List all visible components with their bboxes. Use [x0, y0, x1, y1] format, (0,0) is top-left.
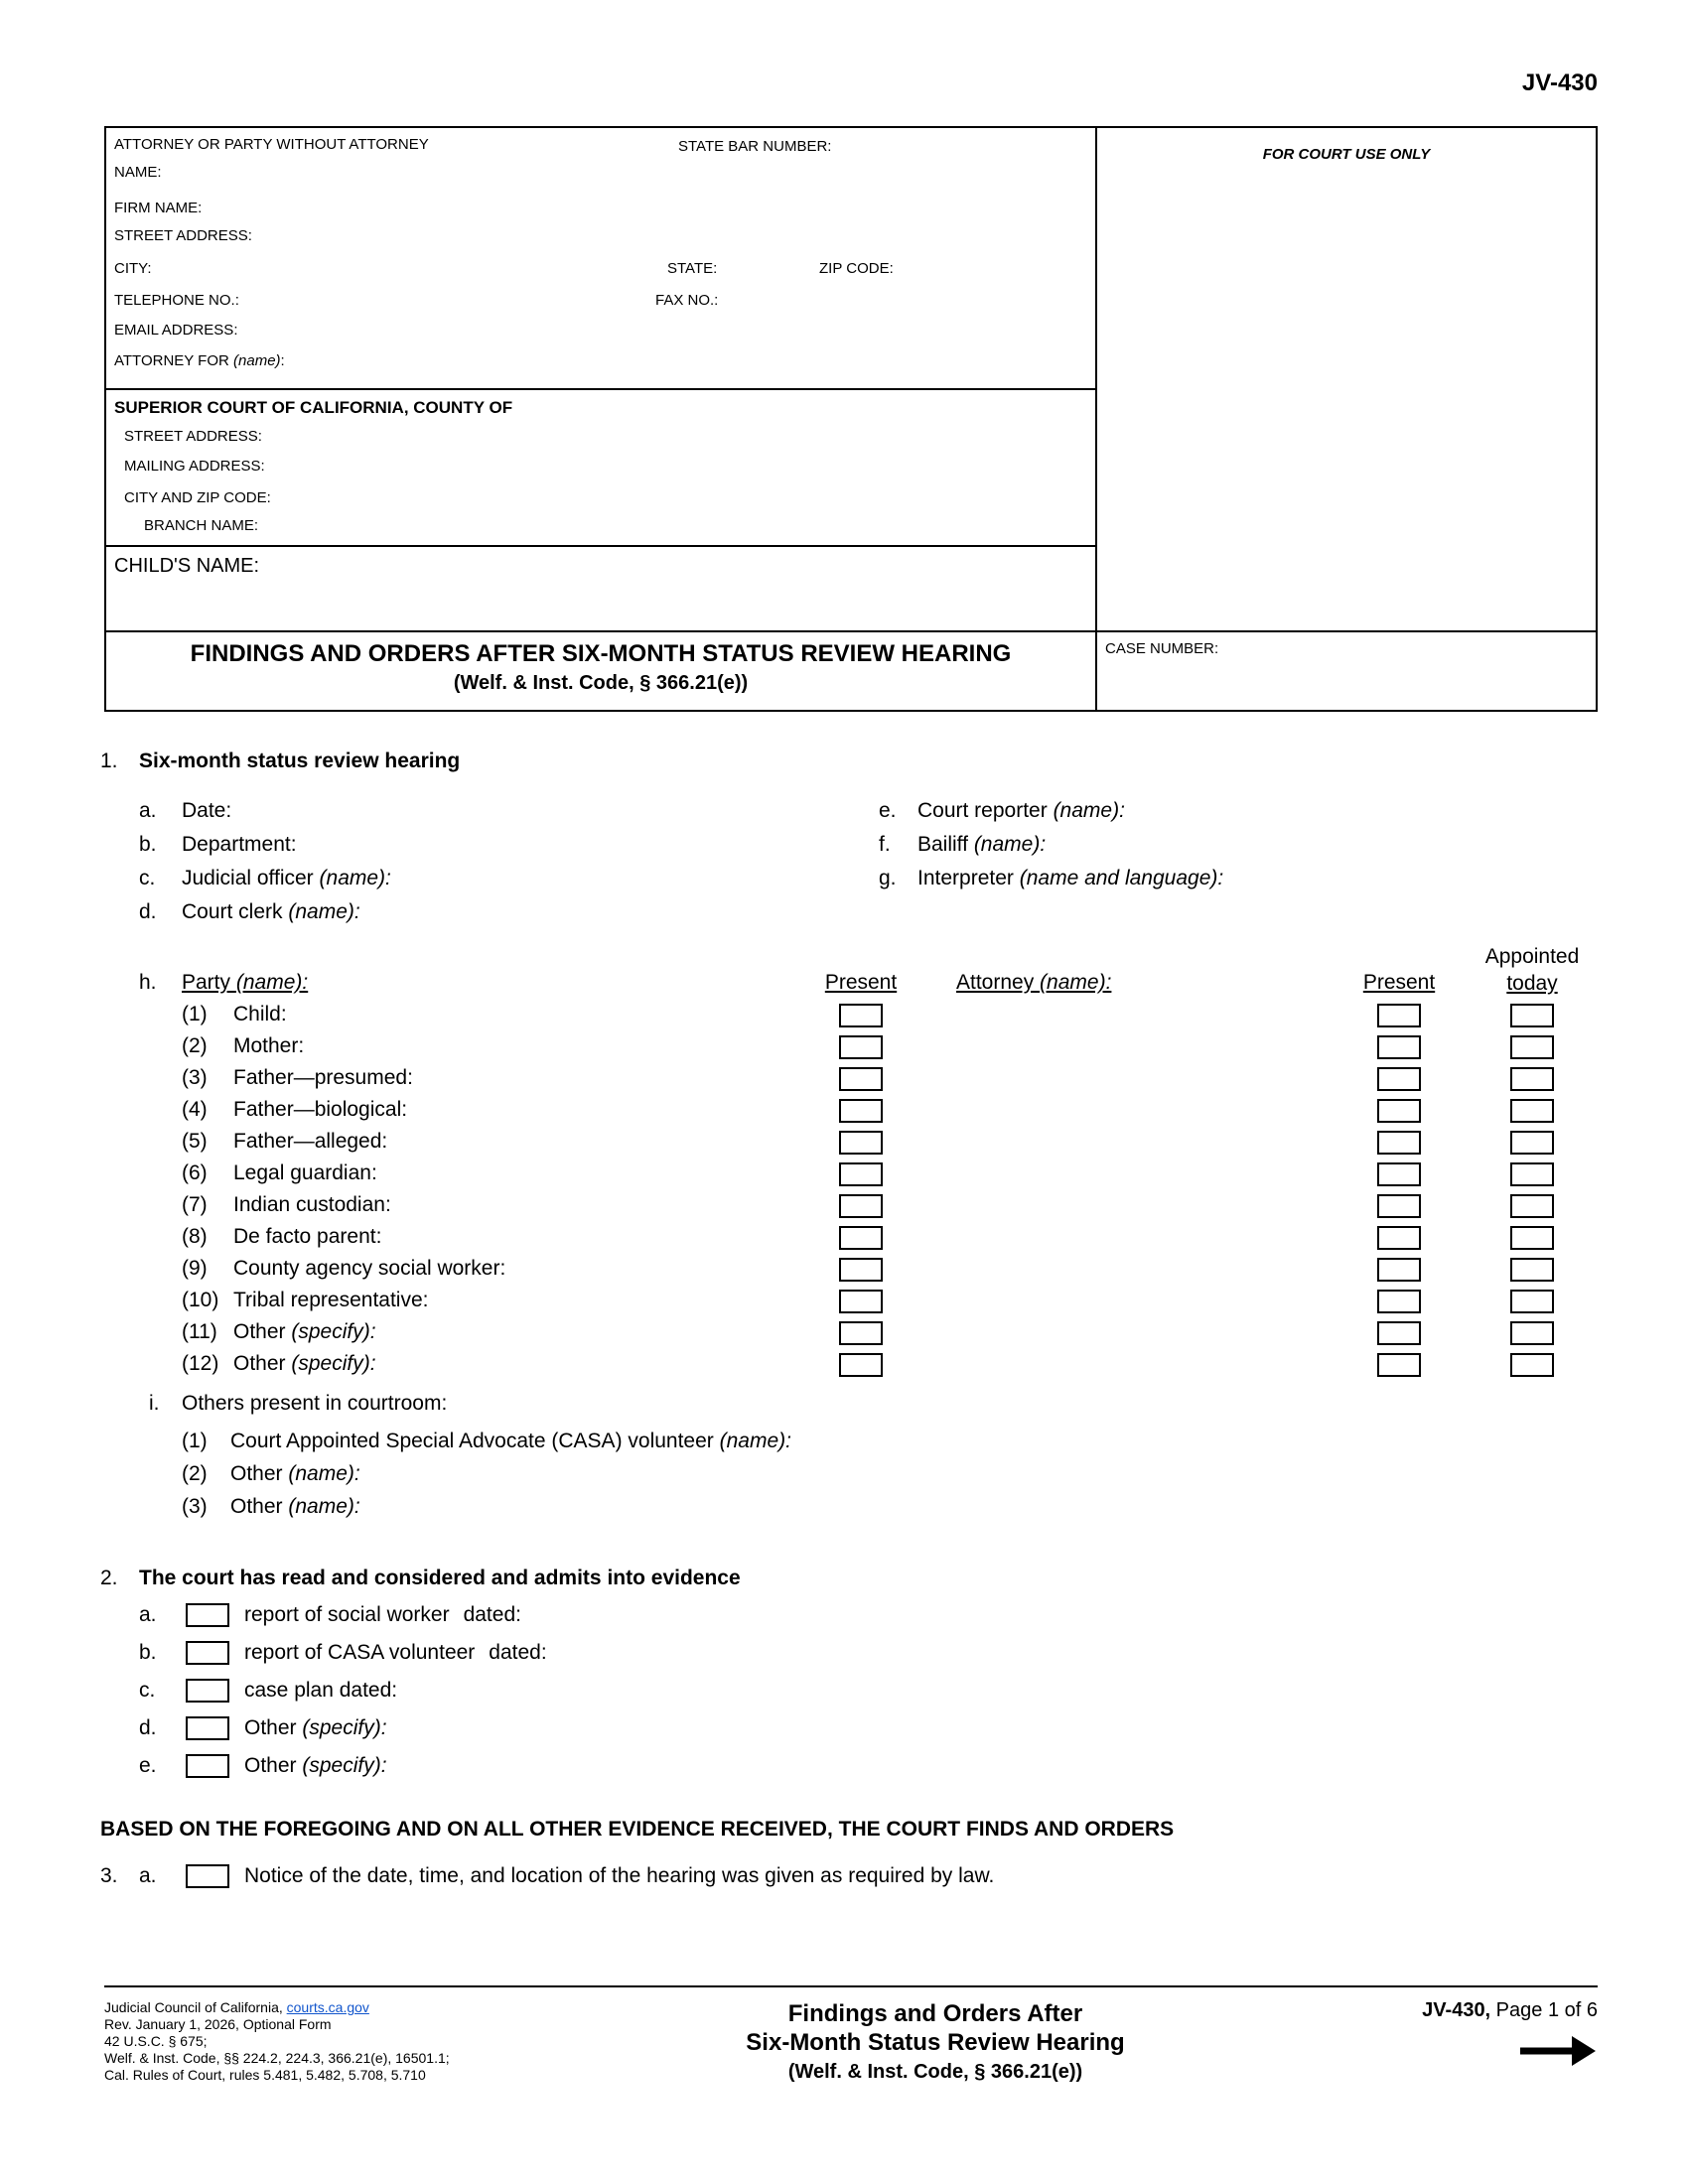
findings-heading: BASED ON THE FOREGOING AND ON ALL OTHER EVIDENCE RECEIVED, THE COURT FINDS AND ORDERS [100, 1818, 1175, 1841]
attorney-info-box [106, 128, 1097, 390]
item-letter: d. [139, 900, 157, 923]
attorney-present-checkbox[interactable] [1377, 1162, 1421, 1186]
present-checkbox[interactable] [839, 1258, 883, 1282]
party-row-other-11: (11) Other (specify): [104, 1318, 1598, 1350]
others-row-other-3: (3) Other (name): [182, 1495, 360, 1518]
name-field-label: NAME: [114, 164, 162, 181]
present-checkbox[interactable] [839, 1162, 883, 1186]
interpreter-label: Interpreter (name and language): [917, 867, 1224, 889]
party-label: Other (specify): [233, 1352, 376, 1375]
item-letter: f. [879, 833, 891, 856]
party-row-tribal-representative: (10) Tribal representative: [104, 1287, 1598, 1318]
form-header [104, 126, 1598, 712]
evidence-row-social-worker: a. report of social worker dated: [104, 1601, 1598, 1639]
appointed-today-checkbox[interactable] [1510, 1035, 1554, 1059]
state-bar-label: STATE BAR NUMBER: [678, 138, 832, 155]
evidence-label: report of CASA volunteer dated: [244, 1641, 547, 1664]
party-row-child: (1) Child: [104, 1001, 1598, 1032]
for-court-use-caption: FOR COURT USE ONLY [1262, 146, 1431, 163]
party-row-father-biological: (4) Father—biological: [104, 1096, 1598, 1128]
courts-ca-gov-link[interactable]: courts.ca.gov [286, 1999, 369, 2015]
case-number-label: CASE NUMBER: [1105, 640, 1219, 657]
party-column-header: Party (name): [182, 971, 309, 994]
party-row-county-agency-social-worker: (9) County agency social worker: [104, 1255, 1598, 1287]
page-footer [104, 1985, 1598, 2085]
attorney-present-column-header: Present [1362, 971, 1436, 994]
childs-name-box [106, 547, 1097, 632]
attorney-present-checkbox[interactable] [1377, 1258, 1421, 1282]
present-checkbox[interactable] [839, 1290, 883, 1313]
attorney-present-checkbox[interactable] [1377, 1353, 1421, 1377]
appointed-today-checkbox[interactable] [1510, 1131, 1554, 1155]
hearing-info-row-4 [104, 898, 1598, 932]
evidence-social-worker-report-checkbox[interactable] [186, 1603, 229, 1627]
section1-number: 1. [100, 750, 118, 772]
party-label: Father—biological: [233, 1098, 408, 1121]
attorney-for-field-label: ATTORNEY FOR (name): [114, 352, 285, 369]
attorney-present-checkbox[interactable] [1377, 1290, 1421, 1313]
hearing-info-row-3 [104, 865, 1598, 898]
party-row-father-presumed: (3) Father—presumed: [104, 1064, 1598, 1096]
childs-name-label: CHILD'S NAME: [114, 555, 260, 577]
evidence-row-other-e: e. Other (specify): [104, 1752, 1598, 1790]
notice-finding-text: Notice of the date, time, and location of the hearing was given as required by law. [244, 1864, 995, 1887]
evidence-other-e-checkbox[interactable] [186, 1754, 229, 1778]
party-row-legal-guardian: (6) Legal guardian: [104, 1160, 1598, 1191]
appointed-today-checkbox[interactable] [1510, 1067, 1554, 1091]
evidence-row-casa-report: b. report of CASA volunteer dated: [104, 1639, 1598, 1677]
section1-title: Six-month status review hearing [139, 750, 461, 772]
appointed-today-checkbox[interactable] [1510, 1099, 1554, 1123]
attorney-present-checkbox[interactable] [1377, 1004, 1421, 1027]
footer-citation-block [104, 1999, 571, 2084]
attorney-present-checkbox[interactable] [1377, 1035, 1421, 1059]
attorney-present-checkbox[interactable] [1377, 1067, 1421, 1091]
party-label: Mother: [233, 1034, 305, 1057]
item-letter: g. [879, 867, 897, 889]
evidence-section [100, 1565, 1598, 1790]
court-reporter-label: Court reporter (name): [917, 799, 1125, 822]
zip-field-label: ZIP CODE: [819, 260, 894, 277]
appointed-today-checkbox[interactable] [1510, 1162, 1554, 1186]
evidence-label: report of social worker dated: [244, 1603, 521, 1626]
section2-title: The court has read and considered and admits into evidence [139, 1567, 741, 1589]
superior-court-box [106, 390, 1097, 547]
item-letter: a. [139, 1864, 157, 1887]
evidence-casa-report-checkbox[interactable] [186, 1641, 229, 1665]
present-checkbox[interactable] [839, 1353, 883, 1377]
party-row-indian-custodian: (7) Indian custodian: [104, 1191, 1598, 1223]
evidence-label: case plan dated: [244, 1679, 398, 1702]
party-label: De facto parent: [233, 1225, 382, 1248]
party-label: Tribal representative: [233, 1289, 429, 1311]
evidence-label: Other (specify): [244, 1754, 387, 1777]
party-label: Other (specify): [233, 1320, 376, 1343]
attorney-present-checkbox[interactable] [1377, 1131, 1421, 1155]
appointed-today-checkbox[interactable] [1510, 1004, 1554, 1027]
bailiff-label: Bailiff (name): [917, 833, 1047, 856]
attorney-present-checkbox[interactable] [1377, 1099, 1421, 1123]
party-label: Father—presumed: [233, 1066, 413, 1089]
hearing-info-row-2 [104, 831, 1598, 865]
appointed-today-checkbox[interactable] [1510, 1321, 1554, 1345]
other-label: Other (name): [230, 1495, 360, 1518]
date-label: Date: [182, 799, 232, 822]
attorney-column-header: Attorney (name): [956, 971, 1112, 994]
appointed-today-checkbox[interactable] [1510, 1194, 1554, 1218]
evidence-label: Other (specify): [244, 1716, 387, 1739]
appointed-today-column-header: Appointed today [1484, 945, 1580, 995]
others-present-section [104, 1390, 1598, 1526]
footer-citation-line: Judicial Council of California, courts.ca.gov [104, 1999, 369, 2015]
evidence-case-plan-checkbox[interactable] [186, 1679, 229, 1703]
attorney-caption: ATTORNEY OR PARTY WITHOUT ATTORNEY [114, 136, 429, 153]
evidence-other-d-checkbox[interactable] [186, 1716, 229, 1740]
court-clerk-label: Court clerk (name): [182, 900, 360, 923]
department-label: Department: [182, 833, 297, 856]
section3-number: 3. [100, 1864, 118, 1887]
judicial-officer-label: Judicial officer (name): [182, 867, 391, 889]
other-label: Other (name): [230, 1462, 360, 1485]
footer-form-title: Findings and Orders After Six-Month Status Review Hearing (Welf. & Inst. Code, § 366.21(e)) [746, 2000, 1125, 2083]
party-table [104, 1001, 1598, 1382]
appointed-today-checkbox[interactable] [1510, 1226, 1554, 1250]
for-court-use-box [1097, 128, 1596, 632]
evidence-row-other-d: d. Other (specify): [104, 1714, 1598, 1752]
footer-citation-line: Welf. & Inst. Code, §§ 224.2, 224.3, 366.21(e), 16501.1; [104, 2050, 450, 2066]
form-title-code: (Welf. & Inst. Code, § 366.21(e)) [453, 672, 749, 694]
case-number-box [1097, 632, 1596, 710]
party-table-header [104, 939, 1598, 1001]
others-row-casa: (1) Court Appointed Special Advocate (CASA) volunteer (name): [182, 1430, 791, 1452]
present-checkbox[interactable] [839, 1226, 883, 1250]
appointed-today-checkbox[interactable] [1510, 1290, 1554, 1313]
firm-name-field-label: FIRM NAME: [114, 200, 203, 216]
footer-page-info [1300, 1999, 1598, 2074]
footer-citation-line: Rev. January 1, 2026, Optional Form [104, 2016, 332, 2032]
party-row-other-12: (12) Other (specify): [104, 1350, 1598, 1382]
casa-volunteer-label: Court Appointed Special Advocate (CASA) volunteer (name): [230, 1430, 791, 1452]
footer-citation-line: Cal. Rules of Court, rules 5.481, 5.482, 5.708, 5.710 [104, 2067, 426, 2083]
party-row-mother: (2) Mother: [104, 1032, 1598, 1064]
others-row-other-2: (2) Other (name): [182, 1462, 360, 1485]
footer-citation-line: 42 U.S.C. § 675; [104, 2033, 208, 2049]
court-city-zip-label: CITY AND ZIP CODE: [124, 489, 271, 506]
party-row-de-facto-parent: (8) De facto parent: [104, 1223, 1598, 1255]
others-present-heading [104, 1390, 1598, 1420]
street-address-field-label: STREET ADDRESS: [114, 227, 252, 244]
notice-given-checkbox[interactable] [186, 1864, 229, 1888]
court-street-label: STREET ADDRESS: [124, 428, 262, 445]
appointed-today-checkbox[interactable] [1510, 1258, 1554, 1282]
appointed-today-checkbox[interactable] [1510, 1353, 1554, 1377]
court-branch-label: BRANCH NAME: [144, 517, 259, 534]
fax-field-label: FAX NO.: [655, 292, 719, 309]
party-label: Legal guardian: [233, 1161, 377, 1184]
attorney-present-checkbox[interactable] [1377, 1226, 1421, 1250]
party-label: Indian custodian: [233, 1193, 391, 1216]
evidence-row-case-plan: c. case plan dated: [104, 1677, 1598, 1714]
form-number-top: JV-430 [1521, 69, 1598, 96]
hearing-info-list [104, 797, 1598, 932]
city-field-label: CITY: [114, 260, 152, 277]
item-letter: b. [139, 833, 157, 856]
hearing-info-row-1 [104, 797, 1598, 831]
item-letter: h. [139, 971, 157, 994]
present-checkbox[interactable] [839, 1004, 883, 1027]
present-checkbox[interactable] [839, 1321, 883, 1345]
item-letter: i. [149, 1392, 160, 1415]
section2-number: 2. [100, 1567, 118, 1589]
others-present-title: Others present in courtroom: [182, 1392, 448, 1415]
arrow-right-icon [1518, 2034, 1598, 2068]
party-label: County agency social worker: [233, 1257, 506, 1280]
attorney-present-checkbox[interactable] [1377, 1321, 1421, 1345]
party-label: Father—alleged: [233, 1130, 388, 1153]
superior-court-title: SUPERIOR COURT OF CALIFORNIA, COUNTY OF [114, 398, 513, 417]
present-checkbox[interactable] [839, 1099, 883, 1123]
present-column-header: Present [824, 971, 898, 994]
party-label: Child: [233, 1003, 287, 1025]
form-title: FINDINGS AND ORDERS AFTER SIX-MONTH STATUS REVIEW HEARING [190, 640, 1012, 667]
attorney-present-checkbox[interactable] [1377, 1194, 1421, 1218]
party-row-father-alleged: (5) Father—alleged: [104, 1128, 1598, 1160]
present-checkbox[interactable] [839, 1131, 883, 1155]
state-field-label: STATE: [667, 260, 718, 277]
item-letter: e. [879, 799, 897, 822]
form-title-box [106, 632, 1097, 710]
present-checkbox[interactable] [839, 1194, 883, 1218]
email-field-label: EMAIL ADDRESS: [114, 322, 238, 339]
notice-finding-row [100, 1862, 1598, 1894]
telephone-field-label: TELEPHONE NO.: [114, 292, 239, 309]
item-letter: a. [139, 799, 157, 822]
court-mailing-label: MAILING ADDRESS: [124, 458, 265, 475]
present-checkbox[interactable] [839, 1067, 883, 1091]
item-letter: c. [139, 867, 156, 889]
section2-heading [100, 1565, 1598, 1594]
footer-page-number: JV-430, Page 1 of 6 [1422, 1999, 1598, 2021]
present-checkbox[interactable] [839, 1035, 883, 1059]
